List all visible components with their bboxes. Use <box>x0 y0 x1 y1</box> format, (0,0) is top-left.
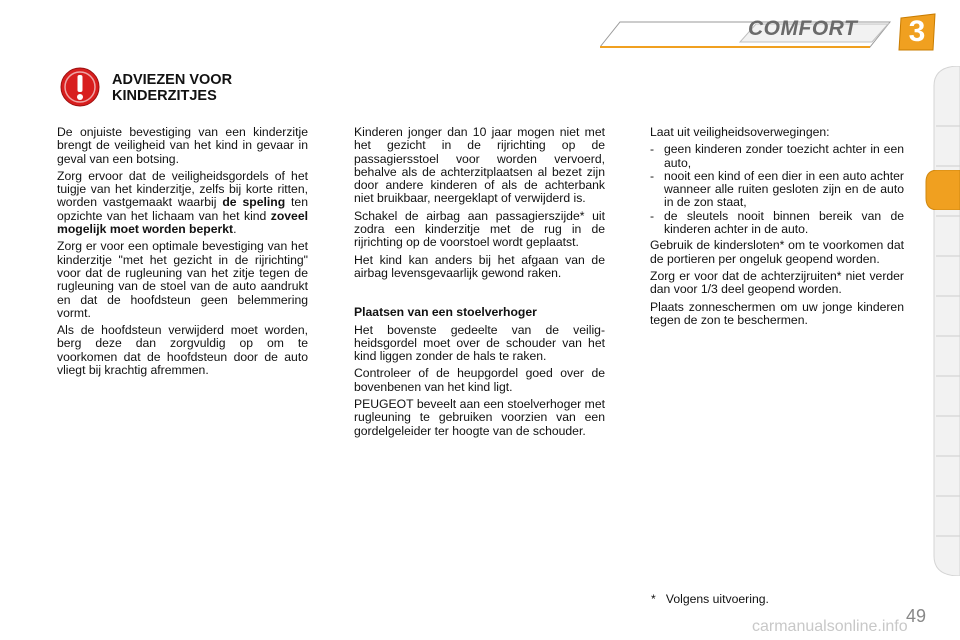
text-column-1 <box>57 126 308 381</box>
paragraph: Schakel de airbag aan passagierszijde* uit zodra een kinderzitje met de rug in de rijrichting op de voorstoel wordt geplaatst. <box>354 208 605 250</box>
paragraph: Laat uit veiligheidsoverwegingen: <box>650 125 830 139</box>
chapter-tab-strip[interactable] <box>928 66 960 576</box>
list-item: - nooit een kind of een dier in een auto achter wanneer alle ruiten gesloten zijn en de auto in de zon staat, <box>650 170 904 210</box>
subheading: Plaatsen van een stoelverhoger <box>354 305 537 320</box>
paragraph: Zorg er voor dat de achterzijruiten* niet verder dan voor 1/3 deel geopend worden. <box>650 268 904 297</box>
paragraph: Het kind kan anders bij het afgaan van de airbag levensgevaarlijk gewond raken. <box>354 252 605 280</box>
paragraph: Gebruik de kindersloten* om te voorkomen dat de portieren per ongeluk geopend worden. <box>650 238 904 266</box>
list-item: - geen kinderen zonder toezicht achter in een auto, <box>650 143 904 170</box>
paragraph: Zorg ervoor dat de veiligheidsgordels of het tuigje van het kinderzitje, zelfs bij korte ritten, worden vastgemaakt waarbij de speling ten opzichte van het lichaam van het kind zoveel mogelijk moet worden beperkt. <box>57 168 308 237</box>
warning-icon <box>60 67 100 107</box>
active-chapter-tab[interactable] <box>924 170 960 210</box>
paragraph: De onjuiste bevestiging van een kinderzitje brengt de veiligheid van het kind in gevaar in geval van een botsing. <box>57 125 308 166</box>
paragraph: Het bovenste gedeelte van de veiligheidsgordel moet over de schouder van het kind liggen zonder de hals te raken. <box>354 322 605 364</box>
section-heading <box>112 72 312 104</box>
footnote: * Volgens uitvoering. <box>651 592 769 606</box>
chapter-number: 3 <box>908 15 926 48</box>
paragraph: Zorg er voor een optimale bevestiging van het kinderzitje "met het gezicht in de rijrichting" voor dat de rugleuning van het zitje tegen de rugleuning van de stoel van de auto aandrukt en dat de hoofdsteun geen belemmering vormt. <box>57 239 308 320</box>
text-column-2 <box>354 126 605 442</box>
section-title: COMFORT <box>748 17 858 40</box>
paragraph: Controleer of de heupgordel goed over de bovenbenen van het kind ligt. <box>354 366 605 394</box>
page-number: 49 <box>906 606 927 626</box>
watermark: carmanualsonline.info <box>752 618 908 635</box>
list-item: - de sleutels nooit binnen bereik van de kinderen achter in de auto. <box>650 210 904 237</box>
paragraph: Kinderen jonger dan 10 jaar mogen niet met het gezicht in de rijrichting op de passagiersstoel voor worden vervoerd, behalve als de achterzitplaatsen al bezet zijn door andere kinderen of als de achterbank niet bruikbaar, neergeklapt of verwijderd is. <box>354 125 605 206</box>
heading-line-2: KINDERZITJES <box>112 88 217 104</box>
paragraph: Als de hoofdsteun verwijderd moet worden, berg deze dan zorgvuldig op om te voorkomen dat de hoofdsteun door de auto vliegt bij krachtig afremmen. <box>57 323 308 378</box>
paragraph: PEUGEOT beveelt aan een stoelverhoger met rugleuning te gebruiken voorzien van een gordelgeleider ter hoogte van de schouder. <box>354 397 605 438</box>
paragraph: Plaats zonneschermen om uw jonge kinderen tegen de zon te beschermen. <box>650 299 904 327</box>
text-column-3 <box>650 126 904 331</box>
heading-line-1: ADVIEZEN VOOR <box>112 72 233 88</box>
safety-list <box>650 143 904 236</box>
